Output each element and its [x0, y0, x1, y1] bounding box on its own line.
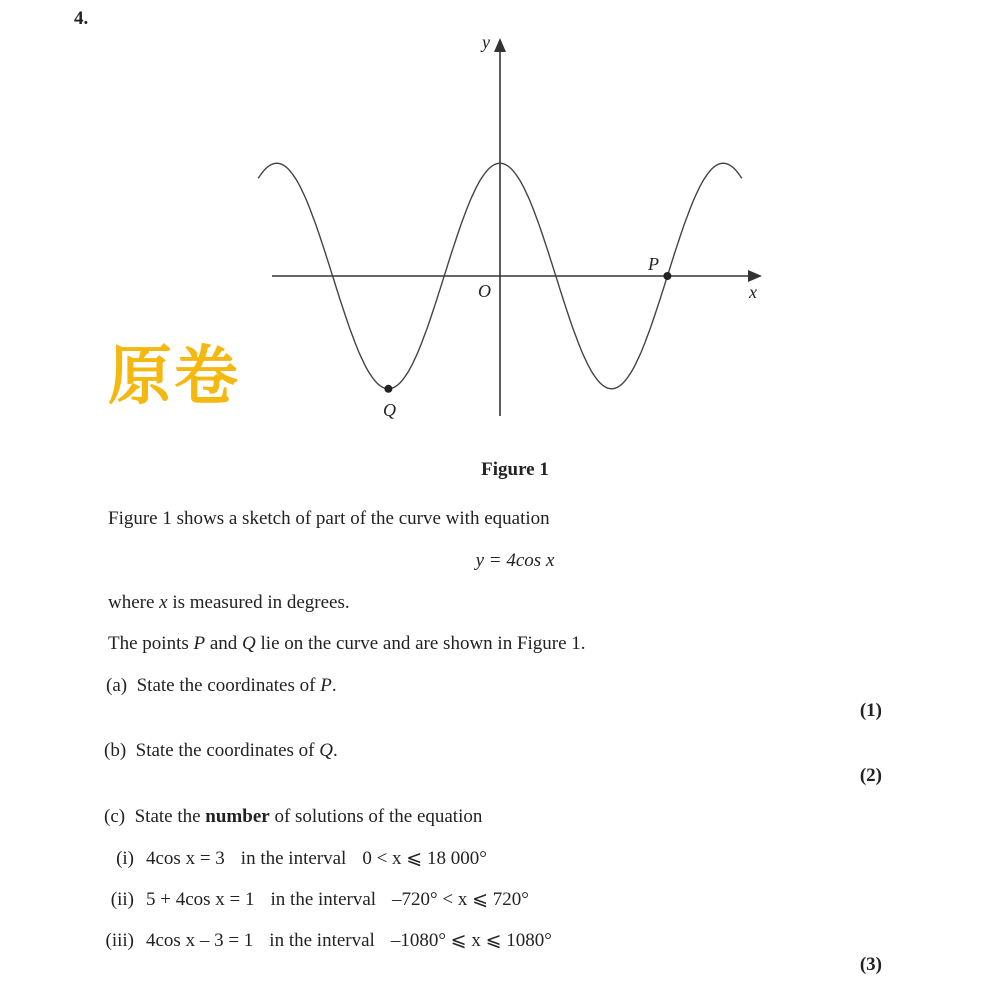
subpart-i-interval: 0 < x ⩽ 18 000°	[362, 848, 487, 869]
points-and: and	[205, 633, 243, 654]
subpart-ii-label: (ii)	[110, 889, 134, 910]
subpart-iii	[104, 929, 552, 952]
part-a-end: .	[331, 675, 337, 696]
part-c-label: (c)	[104, 806, 126, 827]
measured-post: is measured in degrees.	[167, 592, 350, 613]
part-c-marks: (3)	[859, 954, 882, 975]
part-b-end: .	[333, 740, 338, 761]
point-q-marker	[384, 385, 392, 393]
subpart-i	[104, 847, 487, 870]
watermark-stamp: 原卷	[108, 340, 240, 414]
y-axis-label: y	[482, 32, 490, 52]
point-p-label: P	[648, 254, 659, 274]
subpart-ii-interval-text: in the interval	[270, 889, 377, 910]
x-axis-arrow-icon	[748, 270, 762, 282]
part-a-var: P	[320, 675, 332, 696]
measured-text	[108, 592, 350, 614]
part-c	[104, 806, 482, 828]
part-b-text: State the coordinates of	[135, 740, 320, 761]
intro-text: Figure 1 shows a sketch of part of the curve with equation	[108, 508, 550, 529]
points-p: P	[193, 633, 206, 654]
part-b	[104, 740, 338, 762]
part-b-marks: (2)	[859, 765, 882, 786]
part-b-label: (b)	[104, 740, 127, 761]
figure-caption: Figure 1	[481, 459, 549, 480]
measured-pre: where	[108, 592, 160, 613]
x-axis-label: x	[749, 282, 757, 302]
part-c-text-post: of solutions of the equation	[269, 806, 483, 827]
subpart-i-label: (i)	[116, 848, 134, 869]
subpart-i-interval-text: in the interval	[240, 848, 347, 869]
subpart-iii-interval: –1080° ⩽ x ⩽ 1080°	[390, 930, 552, 951]
points-text	[108, 633, 586, 655]
equation-text: y = 4cos x	[475, 550, 555, 571]
question-number: 4.	[74, 8, 89, 29]
points-pre: The points	[108, 633, 194, 654]
points-q: Q	[242, 633, 256, 654]
point-p-marker	[663, 272, 671, 280]
subpart-ii	[104, 888, 529, 911]
part-a-marks: (1)	[859, 700, 882, 721]
part-c-text-bold: number	[205, 806, 270, 827]
subpart-ii-interval: –720° < x ⩽ 720°	[392, 889, 529, 910]
points-post: lie on the curve and are shown in Figure 1.	[255, 633, 586, 654]
subpart-iii-interval-text: in the interval	[269, 930, 375, 951]
origin-label: O	[478, 281, 491, 301]
subpart-iii-label: (iii)	[105, 930, 134, 951]
subpart-i-equation: 4cos x = 3	[146, 848, 225, 869]
subpart-iii-equation: 4cos x – 3 = 1	[146, 930, 254, 951]
equation	[0, 550, 1000, 572]
part-a-label: (a)	[106, 675, 128, 696]
point-q-label: Q	[383, 400, 396, 420]
subpart-ii-equation: 5 + 4cos x = 1	[146, 889, 255, 910]
part-b-var: Q	[319, 740, 333, 761]
part-a-text: State the coordinates of	[136, 675, 321, 696]
y-axis-arrow-icon	[494, 38, 506, 52]
measured-var: x	[159, 592, 168, 613]
part-c-text-pre: State the	[134, 806, 206, 827]
part-a	[106, 675, 337, 697]
